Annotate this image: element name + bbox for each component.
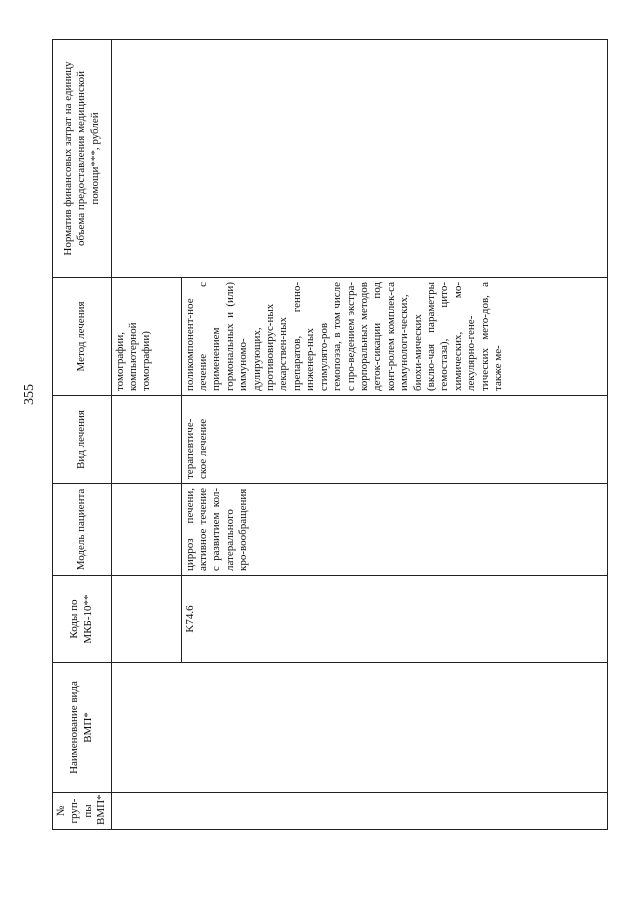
rotated-table-container: [52, 40, 608, 830]
cell-icd-code: K74.6: [181, 576, 607, 663]
cell-patient-model: цирроз печени, активное течение с развитием кол-латерального кро-вообращения: [181, 484, 607, 576]
cell-type-continuation: [111, 396, 181, 484]
page-number: 355: [22, 384, 37, 405]
header-icd-codes: Коды по МКБ-10**: [53, 576, 112, 663]
header-treatment-type: Вид лечения: [53, 396, 112, 484]
cell-cost-norm: [111, 40, 607, 278]
cell-method-continuation: томографии, компьютерной томографии): [111, 278, 181, 396]
cell-group-number: [111, 793, 607, 830]
table-row-continuation: [111, 40, 181, 830]
header-vmp-name: Наименование вида ВМП*: [53, 663, 112, 793]
cell-icd-continuation: [111, 576, 181, 663]
cell-model-continuation: [111, 484, 181, 576]
cell-treatment-method: поликомпонент-ное лечение с применением гормональных и (или) иммуномо-дулирующих, противовирус-ных лекарствен-ных препаратов, генно-инженер-ных стимулято-ров гемопоэза, в том числе с про-ведением экстра-корпоральных методов деток-сикации под конт-ролем комплек-са иммунологи-ческих, биохи-мических (вклю-чая параметры гемостаза), цито-химических, мо-лекулярно-гене-тических мето-дов, а также ме-: [181, 278, 607, 396]
table-header-row: [53, 40, 112, 830]
cell-vmp-name: [111, 663, 607, 793]
header-cost-norm: Норматив финансовых затрат на единицу объема предоставления медицинской помощи***, рублей: [53, 40, 112, 278]
header-group-number: № груп-пы ВМП*: [53, 793, 112, 830]
cell-treatment-type: терапевтиче-ское лечение: [181, 396, 607, 484]
vmp-table: [52, 39, 608, 830]
header-patient-model: Модель пациента: [53, 484, 112, 576]
header-treatment-method: Метод лечения: [53, 278, 112, 396]
